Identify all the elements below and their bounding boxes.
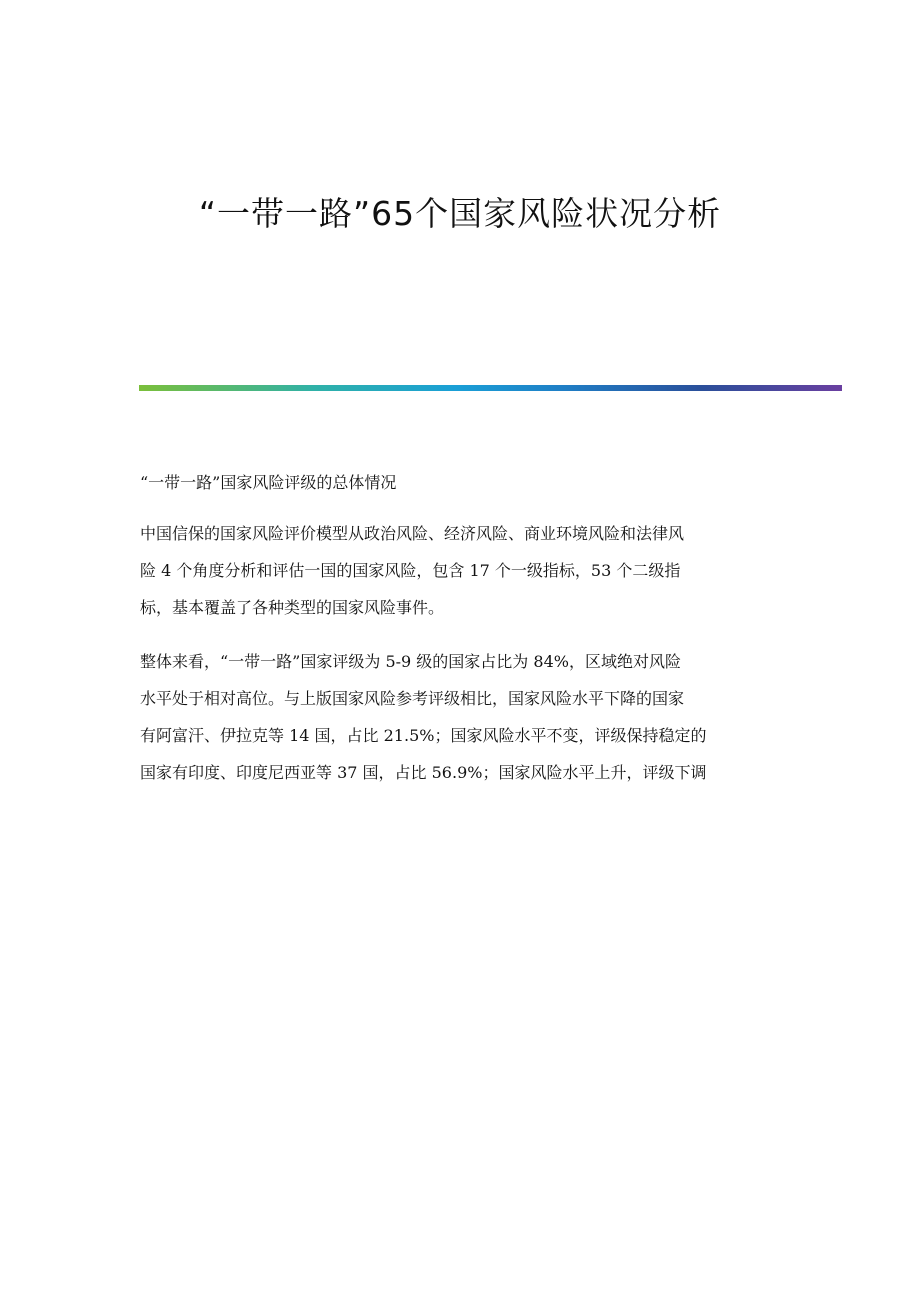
paragraph-line: 有阿富汗、伊拉克等 14 国，占比 21.5%；国家风险水平不变，评级保持稳定的 xyxy=(140,726,707,745)
paragraph-1 xyxy=(140,515,780,626)
paragraph-line: 国家有印度、印度尼西亚等 37 国，占比 56.9%；国家风险水平上升，评级下调 xyxy=(140,763,707,782)
document-title: “一带一路”65个国家风险状况分析 xyxy=(198,194,722,233)
paragraph-line: 险 4 个角度分析和评估一国的国家风险，包含 17 个一级指标，53 个二级指 xyxy=(140,561,681,580)
paragraph-line: 整体来看，“一带一路”国家评级为 5-9 级的国家占比为 84%，区域绝对风险 xyxy=(140,652,681,671)
paragraph-line: 水平处于相对高位。与上版国家风险参考评级相比，国家风险水平下降的国家 xyxy=(140,689,685,708)
paragraph-line: 标，基本覆盖了各种类型的国家风险事件。 xyxy=(140,598,445,617)
gradient-divider xyxy=(139,385,842,391)
paragraph-2 xyxy=(140,643,780,791)
section-heading: “一带一路”国家风险评级的总体情况 xyxy=(140,473,397,492)
document-body xyxy=(140,465,780,808)
paragraph-line: 中国信保的国家风险评价模型从政治风险、经济风险、商业环境风险和法律风 xyxy=(140,524,685,543)
